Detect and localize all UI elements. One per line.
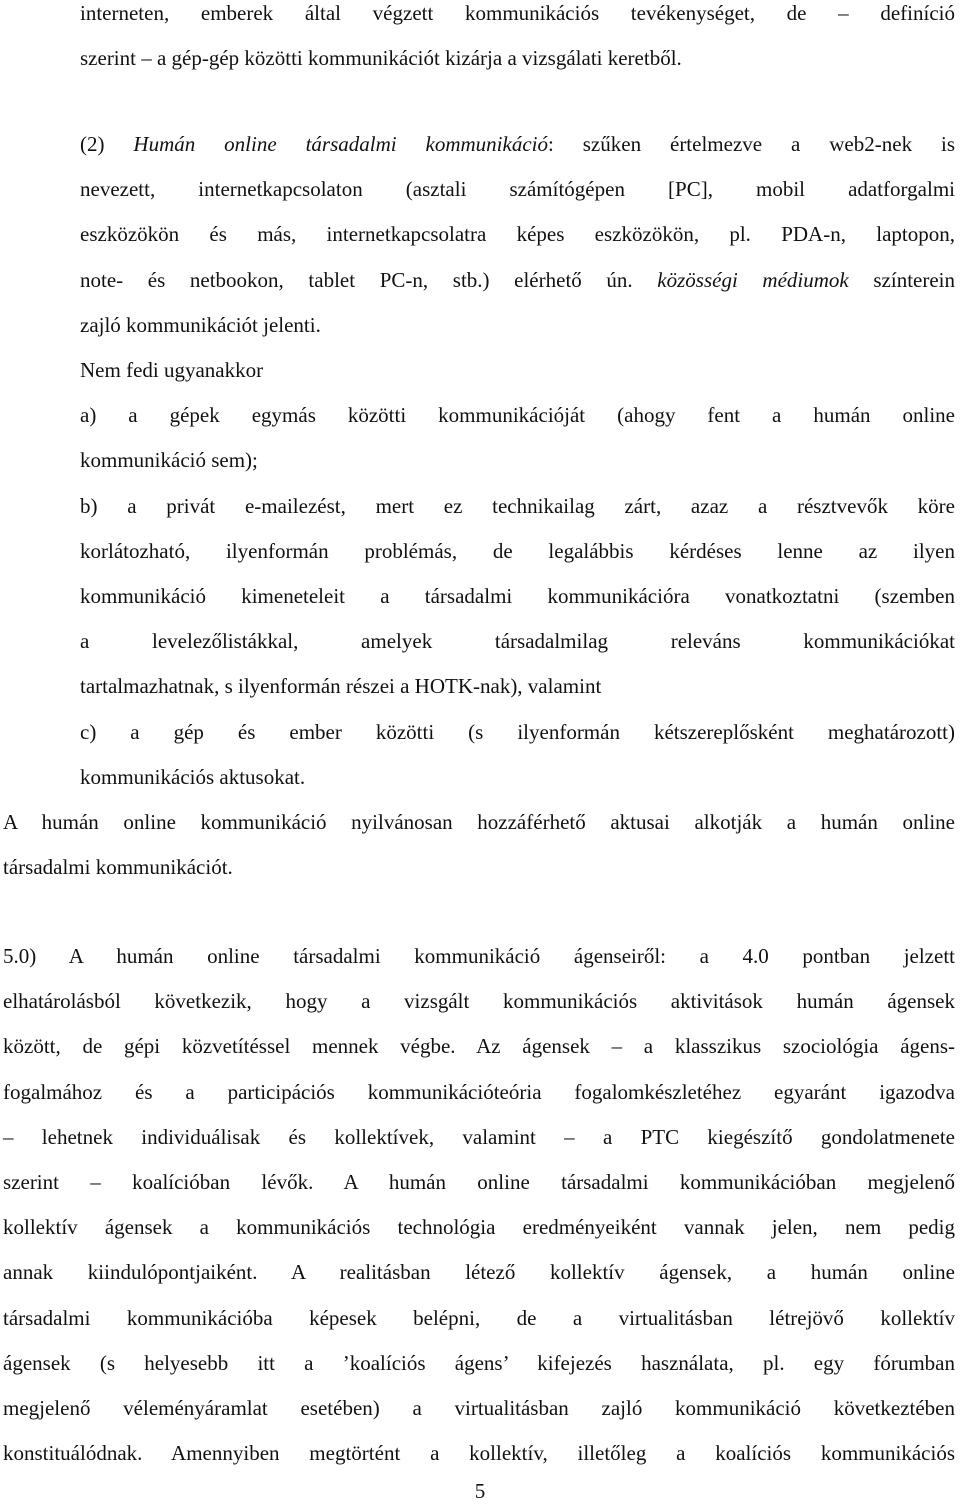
text-line: fogalmához és a participációs kommunikációteória fogalomkészletéhez egyaránt igazodva <box>3 1079 955 1104</box>
paragraph-intro <box>80 0 955 81</box>
text-line: kommunikációs aktusokat. <box>80 764 306 789</box>
paragraph-summary <box>3 800 955 890</box>
text-line: tartalmazhatnak, s ilyenformán részei a HOTK-nak), valamint <box>80 674 602 699</box>
text-line: kommunikáció kimeneteleit a társadalmi kommunikációra vonatkoztatni (szemben <box>80 584 955 609</box>
text-line: korlátozható, ilyenformán problémás, de legalábbis kérdéses lenne az ilyen <box>80 538 955 563</box>
text-line: elhatárolásból következik, hogy a vizsgált kommunikációs aktivitások humán ágensek <box>3 989 955 1014</box>
text-line: annak kiindulópontjaiként. A realitásban létező kollektív ágensek, a humán online <box>3 1260 955 1285</box>
page-number: 5 <box>474 1479 486 1503</box>
defined-term-secondary: közösségi médiumok <box>657 267 849 292</box>
text-line: (2) Humán online társadalmi kommunikáció: szűken értelmezve a web2-nek is <box>80 132 955 156</box>
paragraph-section-5 <box>3 934 955 1476</box>
paragraph-definition-2 <box>80 122 955 348</box>
list-item-c: c) a gép és ember közötti (s ilyenformán kétszereplősként meghatározott) <box>80 719 955 744</box>
text-line: megjelenő véleményáramlat esetében) a virtualitásban zajló kommunikáció következtében <box>3 1396 955 1421</box>
text-line: szerint – a gép-gép közötti kommunikációt kizárja a vizsgálati keretből. <box>80 46 682 71</box>
text-line: kollektív ágensek a kommunikációs technológia eredményeiként vannak jelen, nem pedig <box>3 1215 955 1240</box>
text-line: konstituálódnak. Amennyiben megtörtént a kollektív, illetőleg a koalíciós kommunikációs <box>3 1441 955 1466</box>
text-line: között, de gépi közvetítéssel mennek végbe. Az ágensek – a klasszikus szociológia ágens- <box>3 1034 955 1059</box>
defined-term: Humán online társadalmi kommunikáció <box>133 132 548 156</box>
text-line: Nem fedi ugyanakkor <box>80 358 264 382</box>
list-item-b: b) a privát e-mailezést, mert ez technikailag zárt, azaz a résztvevők köre <box>80 493 955 518</box>
text-line: szerint – koalícióban lévők. A humán online társadalmi kommunikációban megjelenő <box>3 1170 955 1195</box>
text-line: társadalmi kommunikációt. <box>3 855 233 880</box>
text-line: kommunikáció sem); <box>80 448 258 473</box>
text-line: A humán online kommunikáció nyilvánosan hozzáférhető aktusai alkotják a humán online <box>3 810 955 834</box>
text-line: zajló kommunikációt jelenti. <box>80 312 321 337</box>
text-line: eszközökön és más, internetkapcsolatra képes eszközökön, pl. PDA-n, laptopon, <box>80 222 955 247</box>
list-item-a: a) a gépek egymás közötti kommunikációját (ahogy fent a humán online <box>80 403 955 428</box>
paragraph-exclusions <box>80 348 955 800</box>
text-line: a levelezőlistákkal, amelyek társadalmilag releváns kommunikációkat <box>80 629 955 654</box>
text-line: ágensek (s helyesebb itt a ’koalíciós ágens’ kifejezés használata, pl. egy fórumban <box>3 1350 955 1375</box>
text-line: – lehetnek individuálisak és kollektívek, valamint – a PTC kiegészítő gondolatmenete <box>3 1124 955 1149</box>
text-line: nevezett, internetkapcsolaton (asztali számítógépen [PC], mobil adatforgalmi <box>80 177 955 202</box>
text-line: 5.0) A humán online társadalmi kommunikáció ágenseiről: a 4.0 pontban jelzett <box>3 944 955 968</box>
text-line: interneten, emberek által végzett kommunikációs tevékenységet, de – definíció <box>80 1 955 25</box>
text-line: társadalmi kommunikációba képesek belépni, de a virtualitásban létrejövő kollektív <box>3 1305 955 1330</box>
text-line: note- és netbookon, tablet PC-n, stb.) elérhető ún. közösségi médiumok színterein <box>80 267 955 292</box>
